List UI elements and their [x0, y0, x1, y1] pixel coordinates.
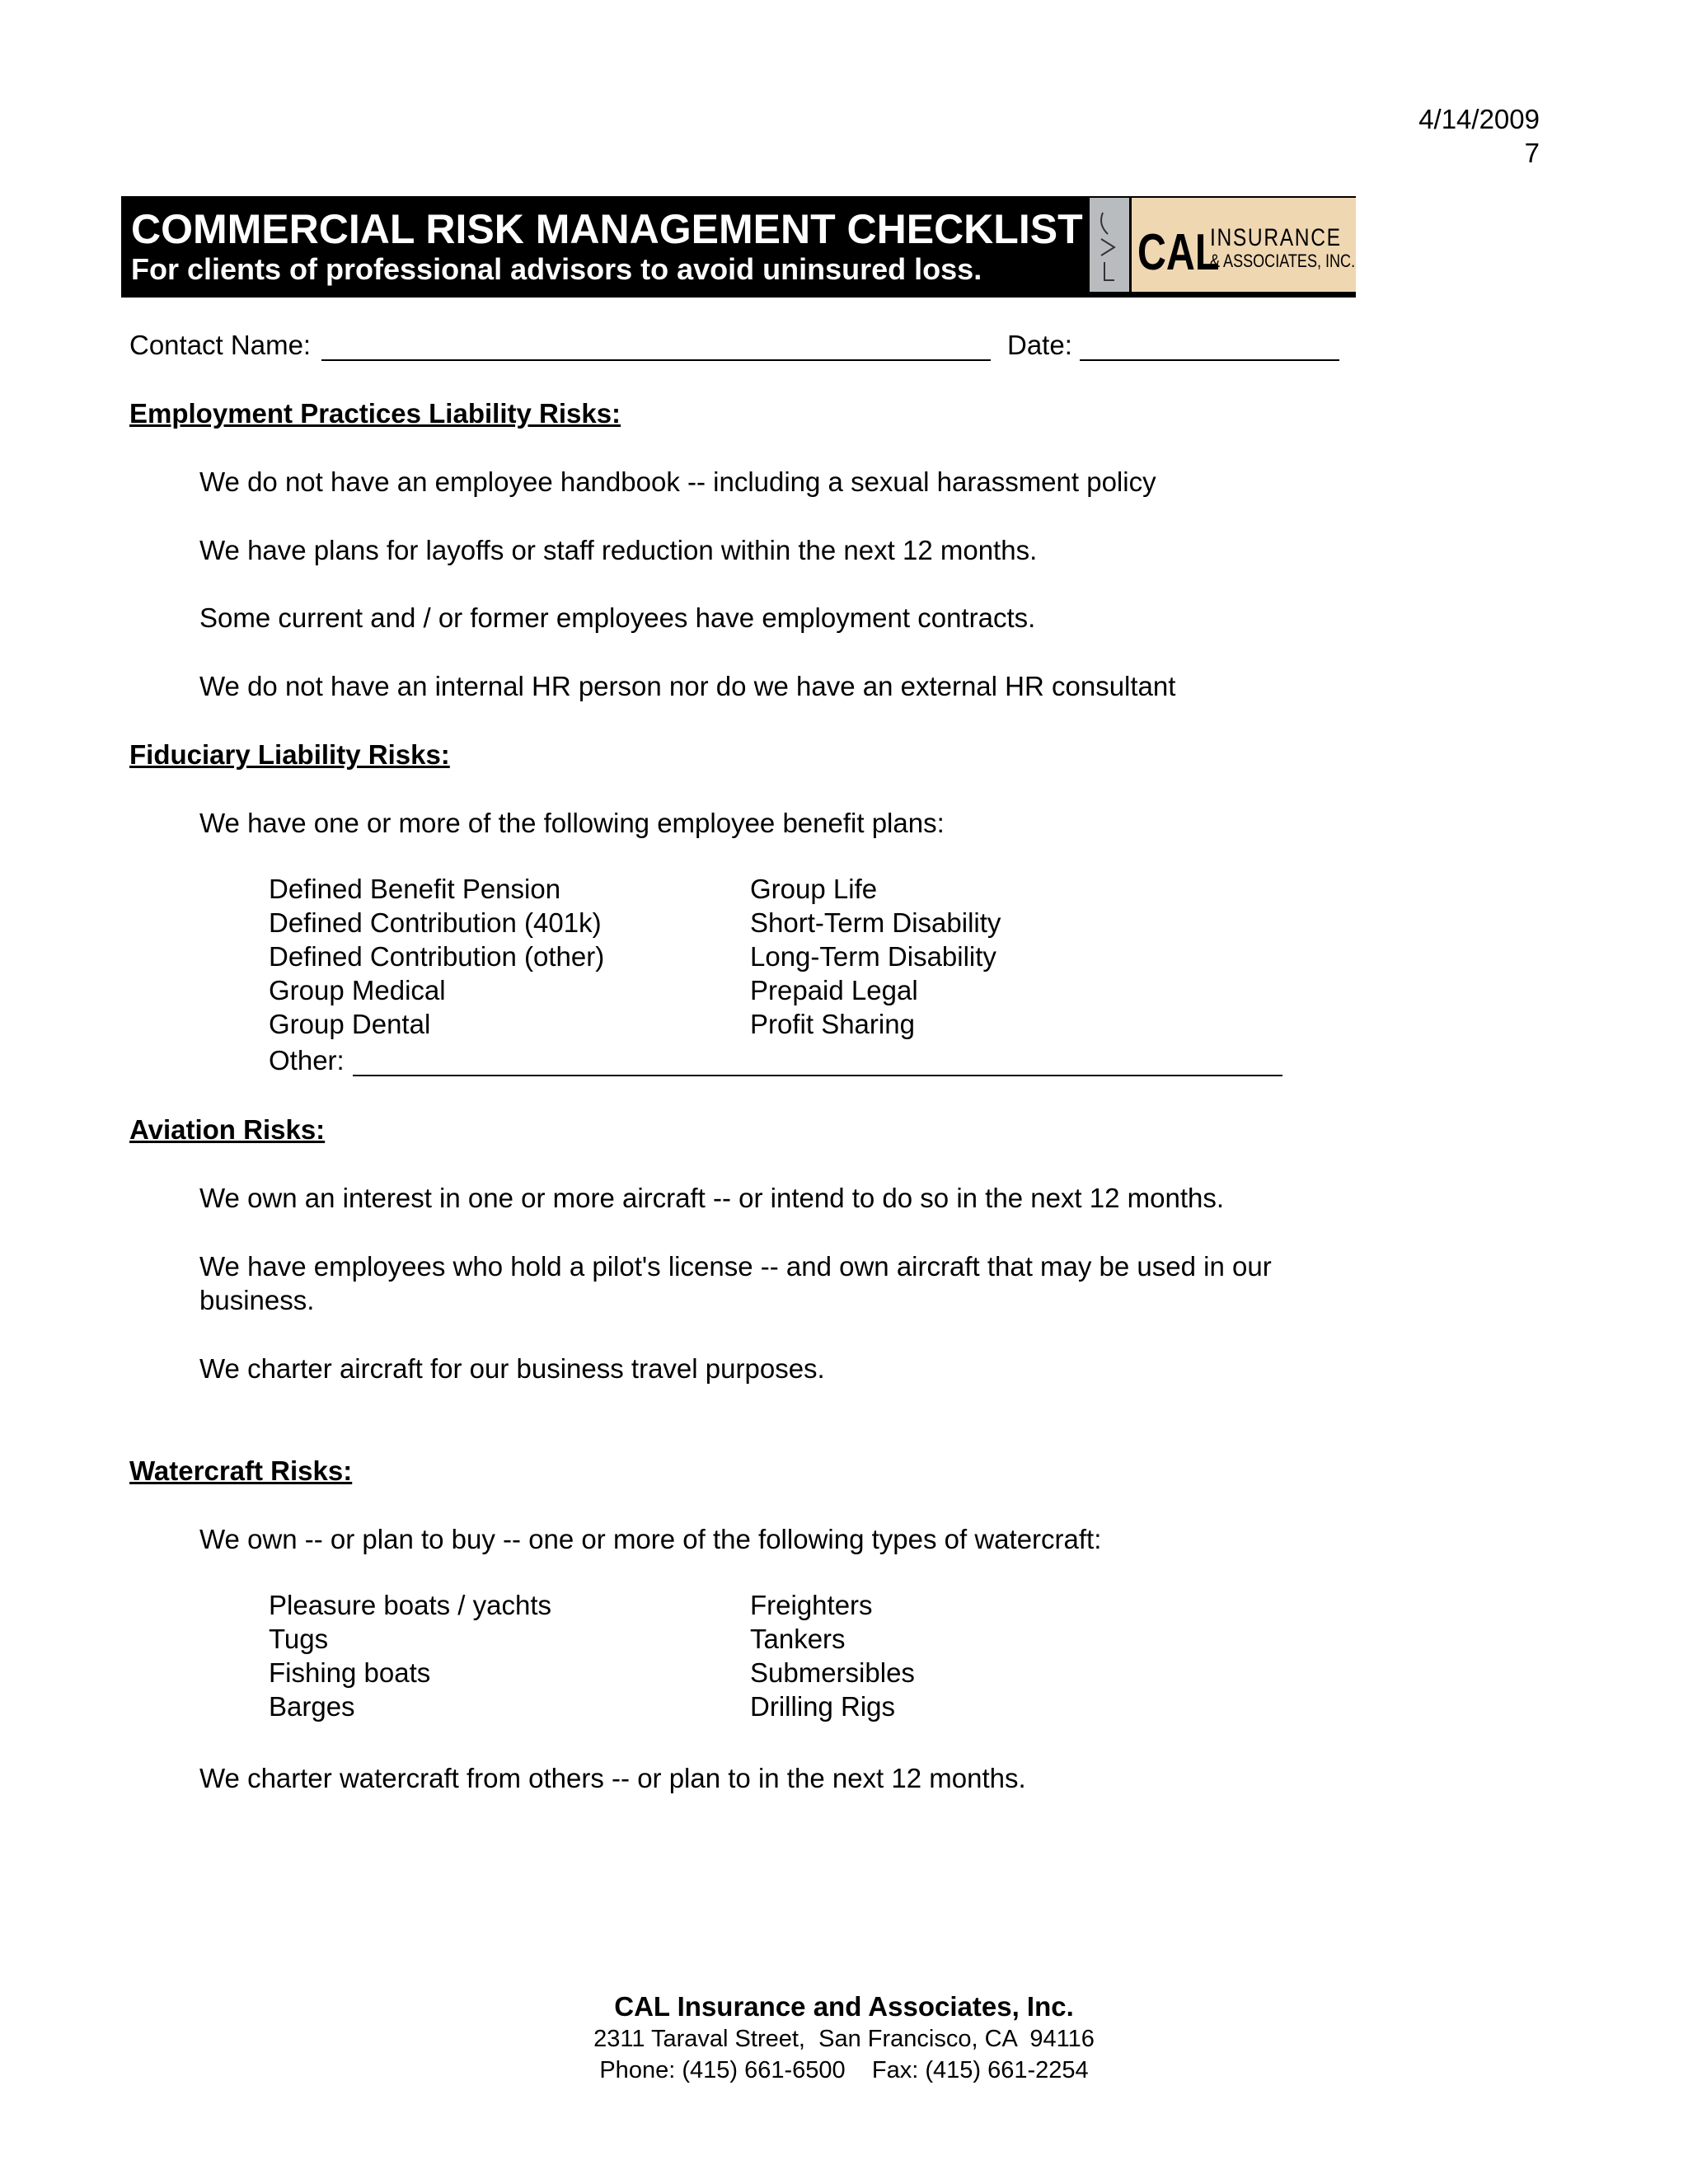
list-item: Group Medical: [269, 975, 446, 1005]
list-item: Tugs: [269, 1624, 329, 1654]
logo-tagline: & ASSOCIATES, INC.: [1210, 251, 1356, 271]
other-plan-field[interactable]: [353, 1052, 1282, 1076]
list-item: Barges: [269, 1691, 355, 1722]
list-item: Tankers: [750, 1624, 846, 1654]
document-title: COMMERCIAL RISK MANAGEMENT CHECKLIST: [131, 206, 1083, 252]
list-item: Short-Term Disability: [750, 907, 1001, 938]
logo-word: INSURANCE: [1210, 224, 1342, 251]
watercraft-intro: We own -- or plan to buy -- one or more of the following types of watercraft:: [199, 1524, 1102, 1554]
employment-item: We do not have an employee handbook -- including a sexual harassment policy: [199, 466, 1156, 497]
aviation-item: We own an interest in one or more aircraft -- or intend to do so in the next 12 months.: [199, 1183, 1225, 1213]
document-date: 4/14/2009: [1418, 104, 1540, 134]
watercraft-left-column: [269, 1588, 551, 1723]
aviation-item-continued: business.: [199, 1285, 315, 1315]
document-subtitle: For clients of professional advisors to avoid uninsured loss.: [131, 252, 982, 286]
list-item: Group Dental: [269, 1009, 431, 1039]
logo-mark: CAL: [1137, 224, 1220, 281]
footer-address: 2311 Taraval Street, San Francisco, CA 94116: [593, 2026, 1095, 2052]
date-label: Date:: [1007, 330, 1072, 360]
logo-panel: [1132, 198, 1356, 292]
list-item: Submersibles: [750, 1657, 915, 1688]
employment-item: We have plans for layoffs or staff reduction within the next 12 months.: [199, 535, 1038, 565]
logo-emblem: [1090, 198, 1129, 292]
fiduciary-intro: We have one or more of the following employee benefit plans:: [199, 808, 945, 838]
list-item: Drilling Rigs: [750, 1691, 896, 1722]
list-item: Profit Sharing: [750, 1009, 915, 1039]
watercraft-right-column: [750, 1588, 915, 1723]
section-heading-aviation: Aviation Risks:: [129, 1114, 326, 1145]
employment-item: We do not have an internal HR person nor do we have an external HR consultant: [199, 671, 1176, 701]
list-item: Freighters: [750, 1590, 873, 1620]
list-item: Prepaid Legal: [750, 975, 918, 1005]
footer-company-name: CAL Insurance and Associates, Inc.: [614, 1991, 1074, 2022]
list-item: Long-Term Disability: [750, 941, 996, 972]
other-plan-label: Other:: [269, 1045, 345, 1076]
list-item: Defined Benefit Pension: [269, 874, 561, 904]
list-item: Group Life: [750, 874, 878, 904]
section-heading-employment: Employment Practices Liability Risks:: [129, 398, 621, 429]
logo-emblem-icon: [1090, 198, 1129, 292]
section-heading-watercraft: Watercraft Risks:: [129, 1455, 353, 1486]
date-field[interactable]: [1080, 336, 1339, 361]
list-item: Defined Contribution (401k): [269, 907, 602, 938]
aviation-item: We charter aircraft for our business travel purposes.: [199, 1353, 825, 1384]
list-item: Fishing boats: [269, 1657, 431, 1688]
footer-contact: Phone: (415) 661-6500 Fax: (415) 661-2254: [599, 2057, 1089, 2083]
section-heading-fiduciary: Fiduciary Liability Risks:: [129, 739, 450, 770]
list-item: Pleasure boats / yachts: [269, 1590, 552, 1620]
aviation-item: We have employees who hold a pilot's license -- and own aircraft that may be used in our: [199, 1251, 1272, 1282]
benefit-plans-right-column: [750, 872, 1001, 1041]
page-header: [1418, 102, 1540, 171]
contact-name-label: Contact Name:: [129, 330, 312, 360]
company-logo: [1090, 198, 1356, 292]
page-number: 7: [1524, 138, 1540, 169]
benefit-plans-left-column: [269, 872, 604, 1041]
page-footer: [0, 1993, 1688, 2083]
employment-item: Some current and / or former employees have employment contracts.: [199, 602, 1036, 633]
list-item: Defined Contribution (other): [269, 941, 605, 972]
contact-name-field[interactable]: [321, 336, 991, 361]
watercraft-closing: We charter watercraft from others -- or plan to in the next 12 months.: [199, 1763, 1026, 1793]
